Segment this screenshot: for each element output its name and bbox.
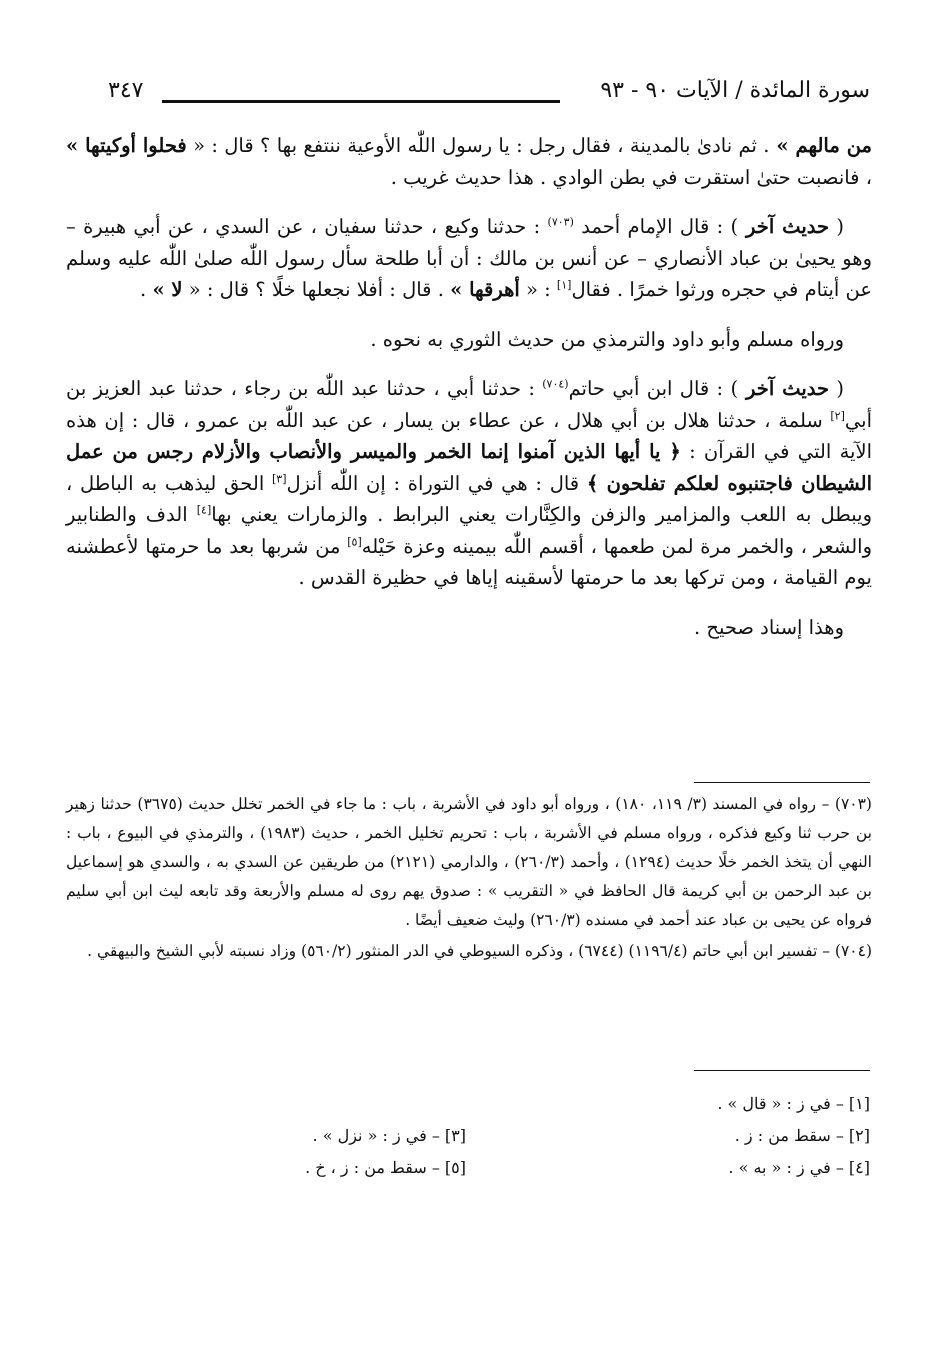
running-header-title: سورة المائدة / الآيات ٩٠ - ٩٣ [600, 78, 870, 103]
main-text [66, 130, 872, 643]
note-ref: [٥] [347, 535, 362, 548]
page-number: ٣٤٧ [108, 78, 144, 103]
bold-phrase: من مالهم » [769, 134, 873, 157]
note-5: [٥] – سقط من : ز ، خ . [305, 1158, 466, 1177]
notes-rule [694, 1070, 870, 1071]
text-run: : حدثنا أبي ، حدثنا عبد اللّٰه بن رجاء ، حدثنا عبد العزيز بن أبي [66, 377, 872, 432]
bold-phrase: لا » [152, 278, 183, 301]
notes-column-right [717, 1088, 870, 1184]
text-run: ( [829, 377, 844, 400]
text-run: ( [829, 215, 844, 238]
footnote-ref: (٧٠٣) [547, 215, 574, 229]
bold-phrase: أهرقها » [450, 278, 520, 301]
footnote-703: (٧٠٣) – رواه في المسند (٣/ ١١٩، ١٨٠) ، ورواه أبو داود في الأشربة ، باب : ما جاء في الخمر تخلل حديث (٣٦٧٥) حدثنا زهير بن حرب ثنا وكيع فذكره ، ورواه مسلم في الأشربة ، باب : تحريم تخليل الخمر ، حديث (١٩٨٣) ، والترمذي في البيوع ، باب : النهي أن يتخذ الخمر خلًا حديث (١٢٩٤) ، وأحمد (٢٦٠/٣) ، والدارمي (٢١٢١) من طريقين عن السدي به ، والسدي هو إسماعيل بن عبد الرحمن بن أبي كريمة قال الحافظ في « التقريب » : صدوق يهم روى له مسلم والأربعة وقد تابعه ليث ابن أبي سليم فرواه عن يحيى بن عباد عند أحمد في مسنده (٢٦٠/٣) وليث ضعيف أيضًا . [66, 795, 872, 929]
text-run: : « [519, 278, 557, 301]
note-4: [٤] – في ز : « به » . [728, 1158, 870, 1177]
note-ref: [١] [556, 278, 572, 292]
text-run: قال : هي في التوراة : إن اللّٰه أنزل [286, 471, 587, 495]
paragraph-1 [66, 130, 872, 193]
paragraph-4 [66, 373, 872, 594]
text-run: : حدثنا وكيع ، حدثنا سفيان ، عن السدي ، عن أبي هبيرة – وهو يحيىٰ بن عباد الأنصاري – عن أنس بن مالك : أن أبا طلحة سأل رسول اللّٰه صلىٰ اللّٰه عليه وسلم عن أيتام في حجره ورثوا خمرًا . فقال [66, 215, 872, 301]
hadith-heading: حديث آخر [738, 377, 830, 400]
footnote-rule [694, 782, 870, 783]
text-run: ) : قال ابن أبي حاتم [568, 377, 739, 400]
text-run: . ثم نادىٰ بالمدينة ، فقال رجل : يا رسول اللّٰه الأوعية ننتفع بها ؟ قال : « [186, 134, 770, 157]
notes-column-left [305, 1120, 466, 1184]
paragraph-2 [66, 211, 872, 306]
hadith-heading: حديث آخر [738, 215, 830, 238]
paragraph-5: وهذا إسناد صحيح . [693, 615, 844, 639]
paragraph-3: ورواه مسلم وأبو داود والترمذي من حديث الثوري به نحوه . [370, 327, 844, 351]
footnote-704: (٧٠٤) – تفسير ابن أبي حاتم (١١٩٦/٤) (٦٧٤٤) ، وذكره السيوطي في الدر المنثور (٥٦٠/٢) وزاد نسبته لأبي الشيخ والبيهقي . [87, 942, 872, 960]
text-run: ، فانصبت حتىٰ استقرت في بطن الوادي . هذا حديث غريب . [390, 165, 872, 189]
footnotes [66, 790, 872, 968]
text-run: . قال : أفلا نجعلها خلًا ؟ قال : « [182, 278, 451, 301]
note-3: [٣] – في ز : « نزل » . [312, 1126, 466, 1145]
note-ref: [٤] [196, 503, 212, 517]
note-ref: [٢] [830, 409, 845, 422]
text-run: من شربها بعد ما حرمتها لأعطشنه يوم القيامة ، ومن تركها بعد ما حرمتها لأسقينه إياها في حظيرة القدس . [66, 534, 872, 589]
footnote-ref: (٧٠٤) [542, 377, 569, 391]
note-ref: [٣] [271, 472, 287, 485]
text-run: الحق ليذهب به الباطل ، ويبطل به اللعب والمزامير والزفن والكِنَّارات يعني البرابط . والزمارات يعني بها [66, 471, 873, 526]
quran-verse: ﴿ يا أيها الذين آمنوا إنما الخمر والميسر والأنصاب والأزلام رجس من عمل الشيطان فاجتنبوه لعلكم تفلحون ﴾ [66, 440, 872, 495]
text-run: الدف والطنابير والشعر ، والخمر مرة لمن طعمها ، أقسم اللّٰه بيمينه وعزة حَيْله [66, 503, 872, 558]
text-run: ) : قال الإمام أحمد [573, 215, 739, 238]
header-rule [162, 100, 560, 103]
note-2: [٢] – سقط من : ز . [734, 1126, 870, 1145]
note-1: [١] – في ز : « قال » . [717, 1094, 870, 1113]
text-run: . [140, 278, 153, 301]
text-run: سلمة ، حدثنا هلال بن أبي هلال ، عن عطاء بن يسار ، عن عبد اللّٰه بن عمرو ، قال : إن هذه الآية التي في القرآن : [66, 408, 872, 463]
bold-phrase: فحلوا أوكيتها » [66, 134, 187, 157]
